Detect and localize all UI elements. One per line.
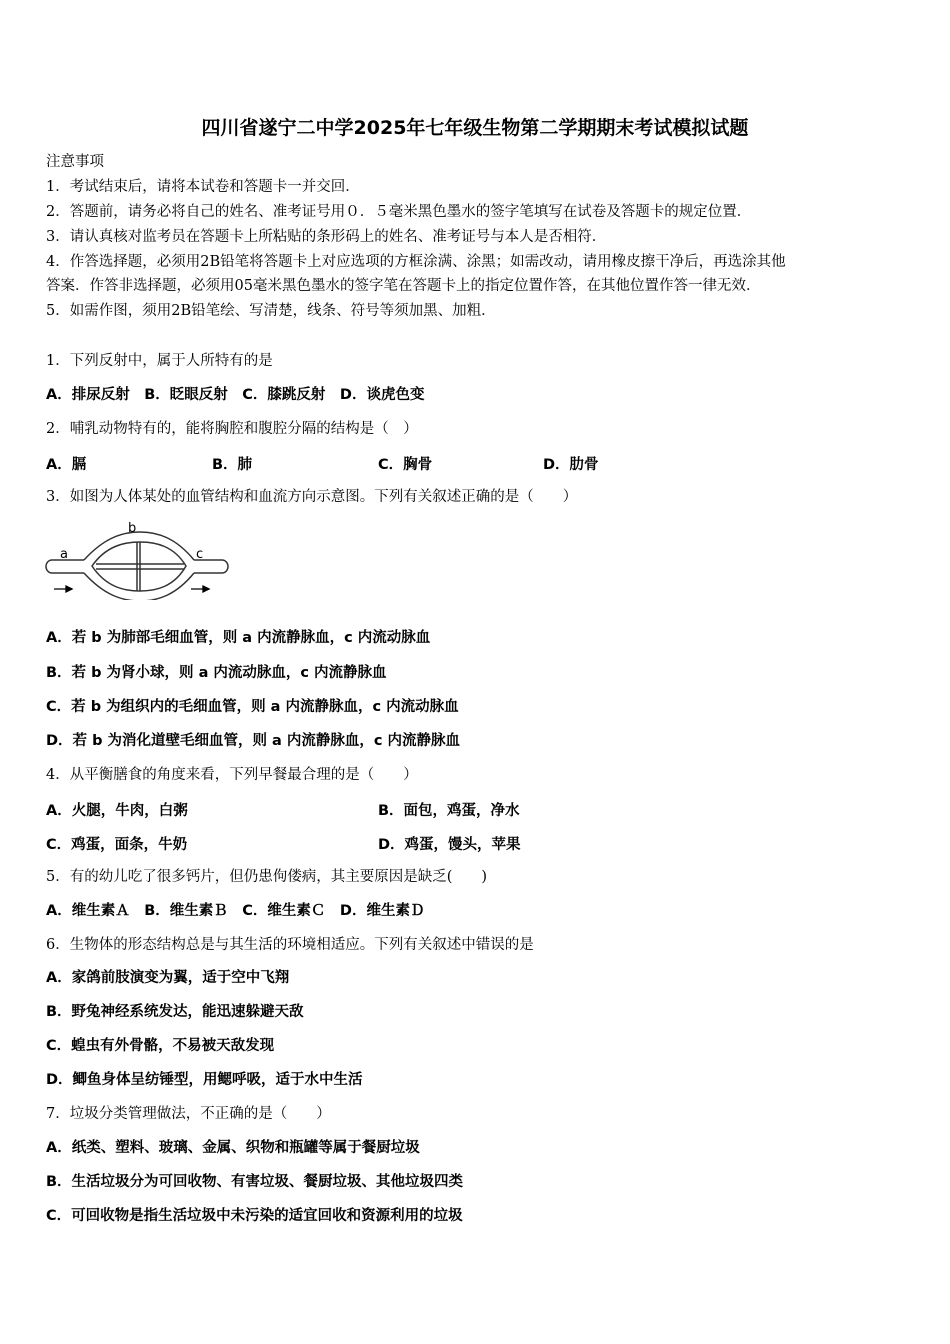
q3-option-b: B．若 b 为肾小球，则 a 内流动脉血，c 内流静脉血 [46,665,387,681]
q3-stem: 3．如图为人体某处的血管结构和血流方向示意图。下列有关叙述正确的是（ ） [46,489,578,505]
q7-option-c: C．可回收物是指生活垃圾中未污染的适宜回收和资源利用的垃圾 [46,1208,463,1224]
label-a: a [60,547,68,562]
q4-option-c: C．鸡蛋，面条，牛奶 [46,837,188,853]
q3-option-d: D．若 b 为消化道壁毛细血管，则 a 内流静脉血，c 内流静脉血 [46,733,461,749]
q6-option-b: B．野兔神经系统发达，能迅速躲避天敌 [46,1004,304,1020]
notice-item-3: 3．请认真核对监考员在答题卡上所粘贴的条形码上的姓名、准考证号与本人是否相符． [46,229,607,245]
exam-title: 四川省遂宁二中学2025年七年级生物第二学期期末考试模拟试题 [201,117,749,139]
q7-option-b: B．生活垃圾分为可回收物、有害垃圾、餐厨垃圾、其他垃圾四类 [46,1174,464,1190]
q4-option-d: D．鸡蛋，馒头，苹果 [378,837,521,853]
q1-options: A．排尿反射 B．眨眼反射 C．膝跳反射 D．谈虎色变 [46,387,425,403]
q7-option-a: A．纸类、塑料、玻璃、金属、织物和瓶罐等属于餐厨垃圾 [46,1140,420,1156]
q4-stem: 4．从平衡膳食的角度来看，下列早餐最合理的是（ ） [46,767,418,783]
q7-stem: 7．垃圾分类管理做法，不正确的是（ ） [46,1106,331,1122]
q4-option-b: B．面包，鸡蛋，净水 [378,803,520,819]
q3-option-c: C．若 b 为组织内的毛细血管，则 a 内流静脉血，c 内流动脉血 [46,699,459,715]
notice-item-5: 5．如需作图，须用2B铅笔绘、写清楚，线条、符号等须加黑、加粗． [46,303,496,319]
vessel-outline [46,532,228,600]
q5-stem: 5．有的幼儿吃了很多钙片，但仍患佝偻病，其主要原因是缺乏( ) [46,869,488,885]
q2-option-c: C．胸骨 [378,457,433,473]
label-b: b [128,521,137,536]
q1-stem: 1．下列反射中，属于人所特有的是 [46,353,273,369]
notice-item-2: 2．答题前，请务必将自己的姓名、准考证号用０．５毫米黑色墨水的签字笔填写在试卷及答题卡的规定位置． [46,204,752,220]
notice-heading: 注意事项 [46,154,104,170]
q2-option-a: A．膈 [46,457,87,473]
q2-option-d: D．肋骨 [543,457,599,473]
q6-stem: 6．生物体的形态结构总是与其生活的环境相适应。下列有关叙述中错误的是 [46,937,534,953]
q3-option-a: A．若 b 为肺部毛细血管，则 a 内流静脉血，c 内流动脉血 [46,630,431,646]
q6-option-a: A．家鸽前肢演变为翼，适于空中飞翔 [46,970,290,986]
q4-option-a: A．火腿，牛肉，白粥 [46,803,188,819]
blood-vessel-diagram [44,518,234,600]
q2-option-b: B．肺 [212,457,253,473]
q5-options: A．维生素Ａ B．维生素Ｂ C．维生素Ｃ D．维生素Ｄ [46,903,425,919]
label-c: c [196,547,204,562]
notice-item-4: 4．作答选择题，必须用2B铅笔将答题卡上对应选项的方框涂满、涂黑；如需改动，请用橡皮擦干净后，再选涂其他 [46,254,786,270]
notice-item-1: 1．考试结束后，请将本试卷和答题卡一并交回． [46,179,360,195]
notice-item-4-cont: 答案．作答非选择题，必须用05毫米黑色墨水的签字笔在答题卡上的指定位置作答，在其他位置作答一律无效． [46,278,761,294]
q6-option-d: D．鲫鱼身体呈纺锤型，用鳃呼吸，适于水中生活 [46,1072,363,1088]
q2-stem: 2．哺乳动物特有的，能将胸腔和腹腔分隔的结构是（ ） [46,421,418,437]
q6-option-c: C．蝗虫有外骨骼，不易被天敌发现 [46,1038,275,1054]
